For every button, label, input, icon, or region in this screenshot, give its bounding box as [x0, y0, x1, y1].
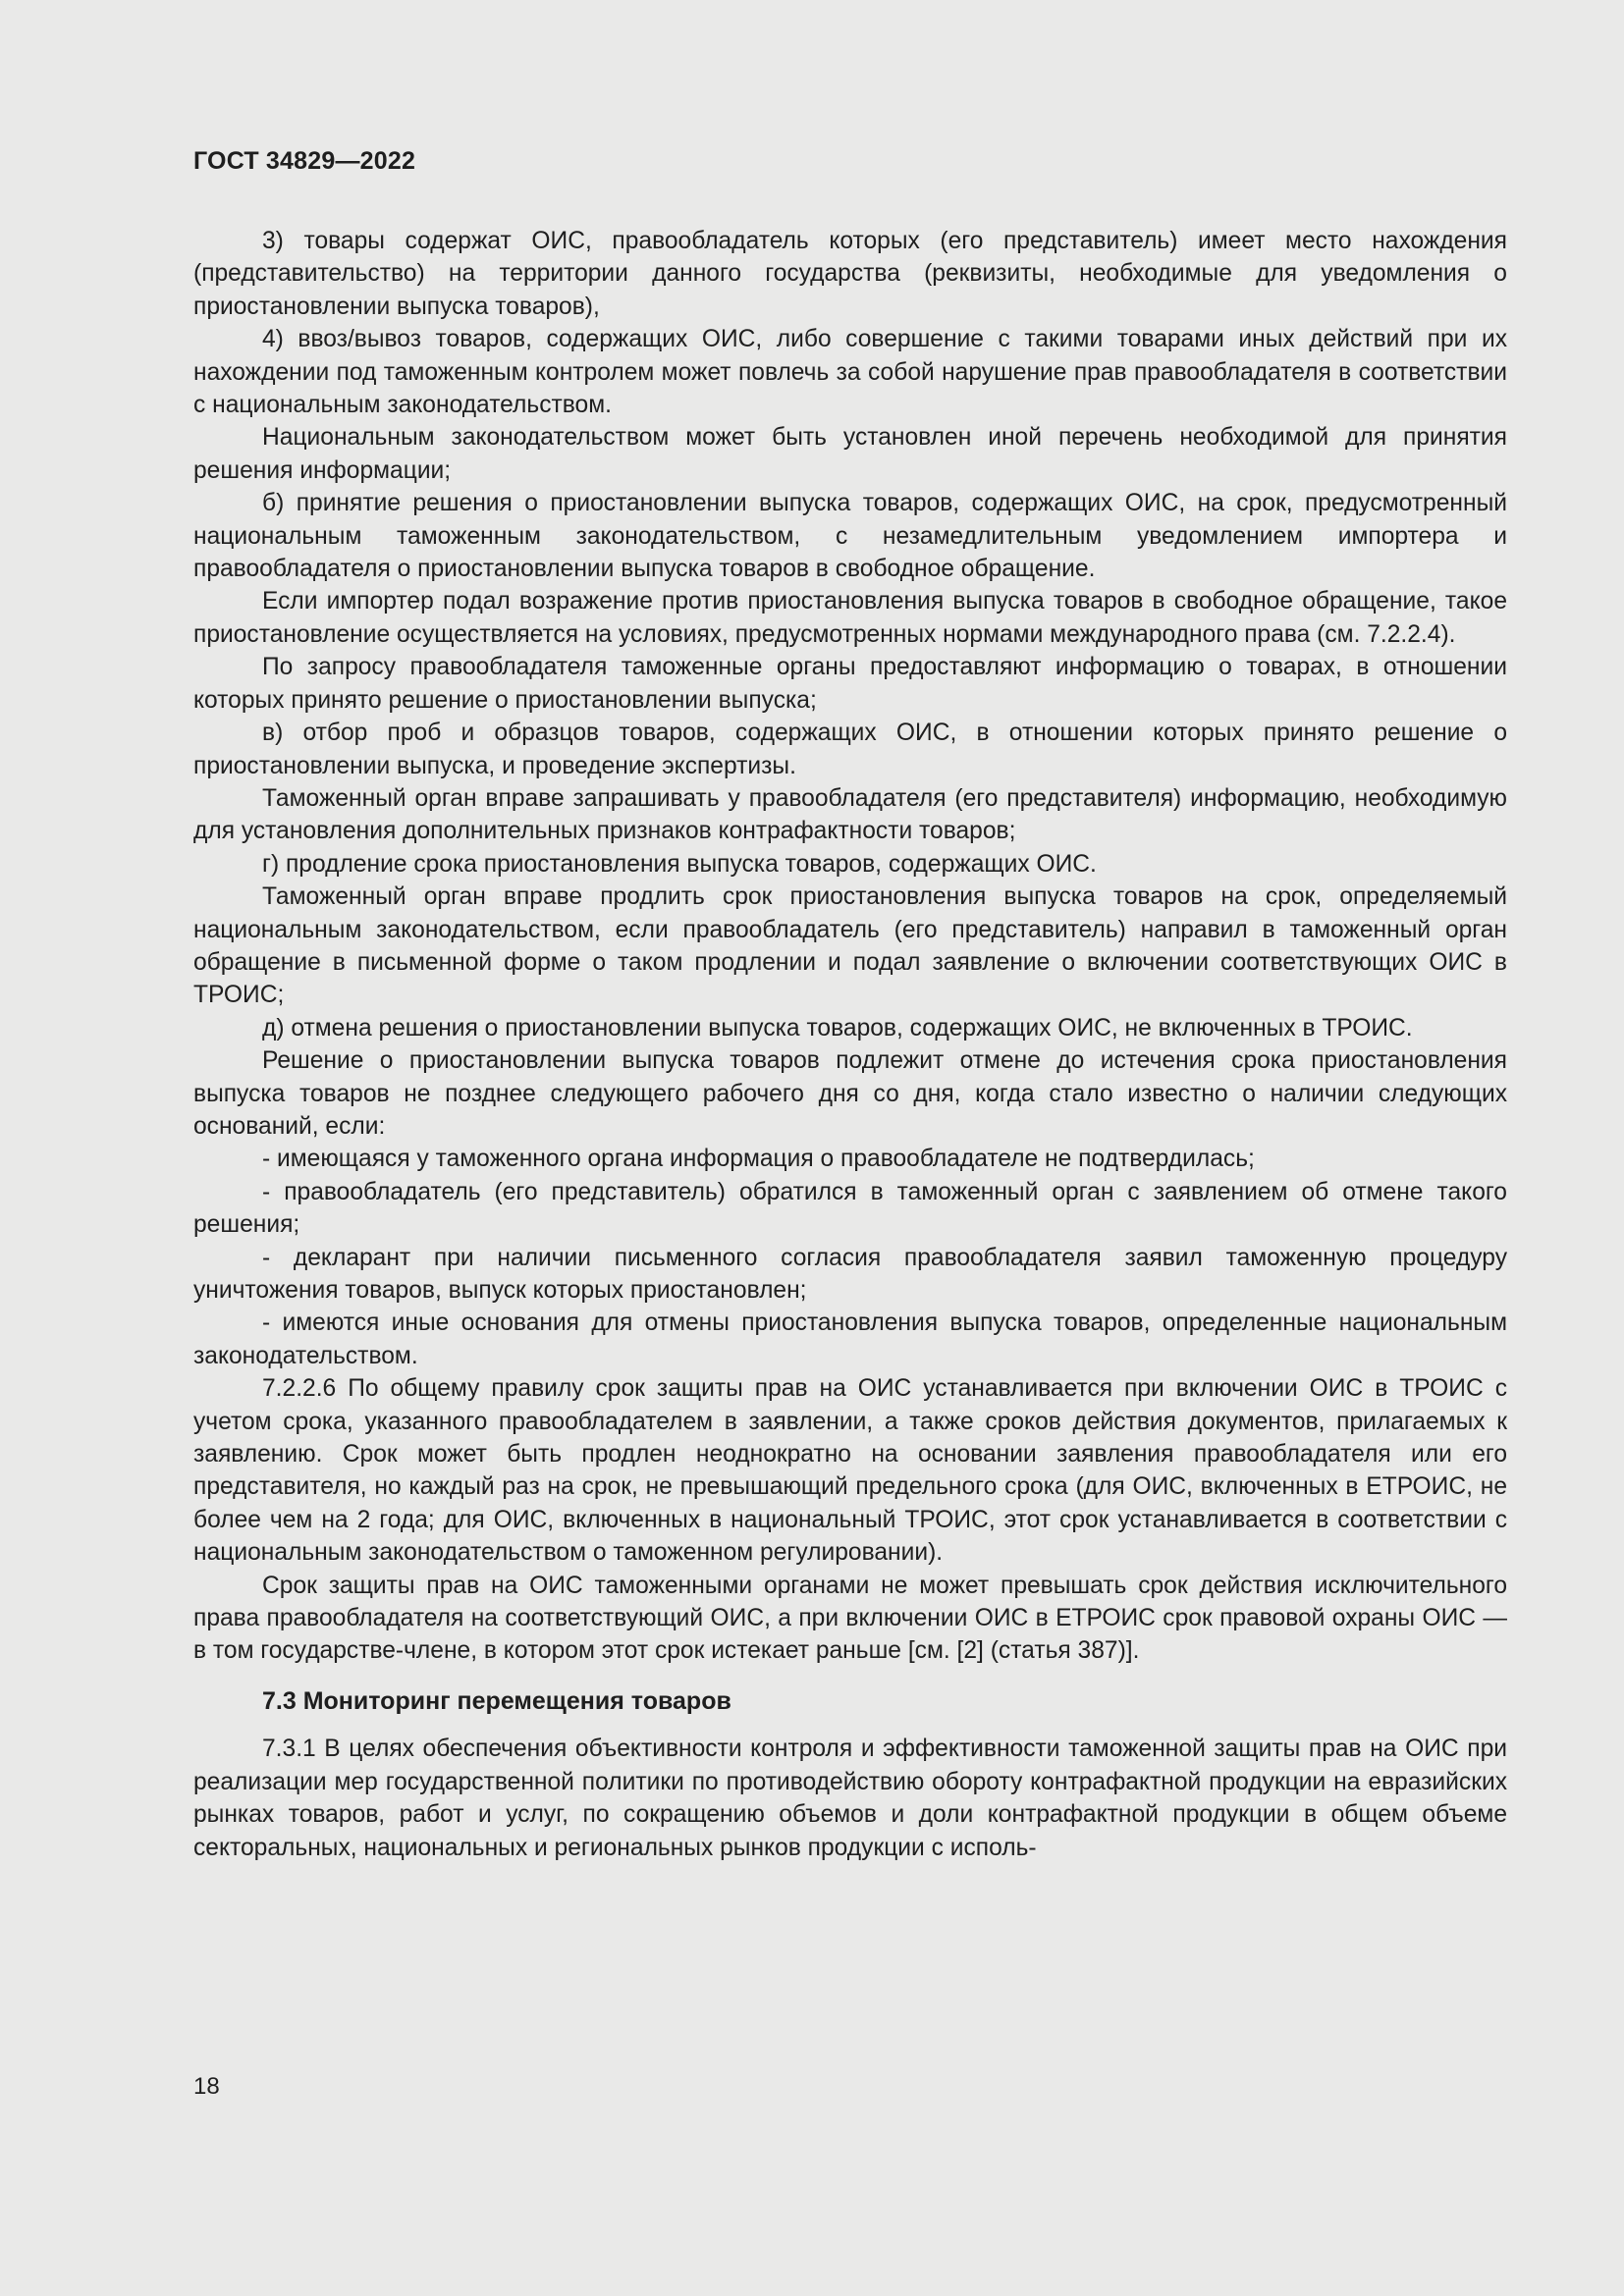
paragraph: Срок защиты прав на ОИС таможенными органами не может превышать срок действия исключительного права правообладателя на соответствующий ОИС, а при включении ОИС в ЕТРОИС срок правовой охраны ОИС — в том государстве-члене, в котором этот срок истекает раньше [см. [2] (статья 387)]. [193, 1572, 1507, 1665]
list-item: - имеются иные основания для отмены приостановления выпуска товаров, определенные национальным законодательством. [193, 1309, 1507, 1369]
page-number: 18 [193, 2073, 220, 2100]
paragraph: г) продление срока приостановления выпуска товаров, содержащих ОИС. [262, 850, 1097, 878]
paragraph: 7.2.2.6 По общему правилу срок защиты прав на ОИС устанавливается при включении ОИС в ТРОИС с учетом срока, указанного правообладателем в заявлении, а также сроков действия документов, прилагаемых к заявлению. Срок может быть продлен неоднократно на основании заявления правообладателя или его представителя, но каждый раз на срок, не превышающий предельного срока (для ОИС, включенных в ЕТРОИС, не более чем на 2 года; для ОИС, включенных в национальный ТРОИС, этот срок устанавливается в соответствии с национальным законодательством о таможенном регулировании). [193, 1375, 1507, 1567]
paragraph: 4) ввоз/вывоз товаров, содержащих ОИС, либо совершение с такими товарами иных действий при их нахождении под таможенным контролем может повлечь за собой нарушение прав правообладателя в соответствии с национальным законодательством. [193, 326, 1507, 419]
paragraph: в) отбор проб и образцов товаров, содержащих ОИС, в отношении которых принято решение о приостановлении выпуска, и проведение экспертизы. [193, 720, 1507, 779]
paragraph: 3) товары содержат ОИС, правообладатель которых (его представитель) имеет место нахождения (представительство) на территории данного государства (реквизиты, необходимые для уведомления о приостановлении выпуска товаров), [193, 228, 1507, 320]
paragraph: По запросу правообладателя таможенные органы предоставляют информацию о товарах, в отношении которых принято решение о приостановлении выпуска; [193, 654, 1507, 714]
paragraph: Если импортер подал возражение против приостановления выпуска товаров в свободное обращение, такое приостановление осуществляется на условиях, предусмотренных нормами международного права (см. 7.2.2.4). [193, 588, 1507, 648]
paragraph: Таможенный орган вправе продлить срок приостановления выпуска товаров на срок, определяемый национальным законодательством, если правообладатель (его представитель) направил в таможенный орган обращение в письменной форме о таком продлении и подал заявление о включении соответствующих ОИС в ТРОИС; [193, 883, 1507, 1009]
paragraph: Национальным законодательством может быть установлен иной перечень необходимой для принятия решения информации; [193, 424, 1507, 484]
paragraph: д) отмена решения о приостановлении выпуска товаров, содержащих ОИС, не включенных в ТРОИС. [262, 1014, 1413, 1041]
paragraph: б) принятие решения о приостановлении выпуска товаров, содержащих ОИС, на срок, предусмотренный национальным таможенным законодательством, с незамедлительным уведомлением импортера и правообладателя о приостановлении выпуска товаров в свободное обращение. [193, 490, 1507, 583]
document-code: ГОСТ 34829—2022 [193, 147, 416, 175]
paragraph: Решение о приостановлении выпуска товаров подлежит отмене до истечения срока приостановления выпуска товаров не позднее следующего рабочего дня со дня, когда стало известно о наличии следующих оснований, если: [193, 1047, 1507, 1140]
page-body [193, 225, 1507, 1864]
section-heading: 7.3 Мониторинг перемещения товаров [262, 1686, 731, 1715]
paragraph: 7.3.1 В целях обеспечения объективности контроля и эффективности таможенной защиты прав на ОИС при реализации мер государственной политики по противодействию обороту контрафактной продукции на евразийских рынках товаров, работ и услуг, по сокращению объемов и доли контрафактной продукции в общем объеме секторальных, национальных и региональных рынков продукции с исполь- [193, 1735, 1507, 1861]
list-item: - имеющаяся у таможенного органа информация о правообладателе не подтвердилась; [262, 1146, 1255, 1173]
paragraph: Таможенный орган вправе запрашивать у правообладателя (его представителя) информацию, необходимую для установления дополнительных признаков контрафактности товаров; [193, 784, 1507, 845]
list-item: - правообладатель (его представитель) обратился в таможенный орган с заявлением об отмене такого решения; [193, 1178, 1507, 1239]
list-item: - декларант при наличии письменного согласия правообладателя заявил таможенную процедуру уничтожения товаров, выпуск которых приостановлен; [193, 1244, 1507, 1304]
